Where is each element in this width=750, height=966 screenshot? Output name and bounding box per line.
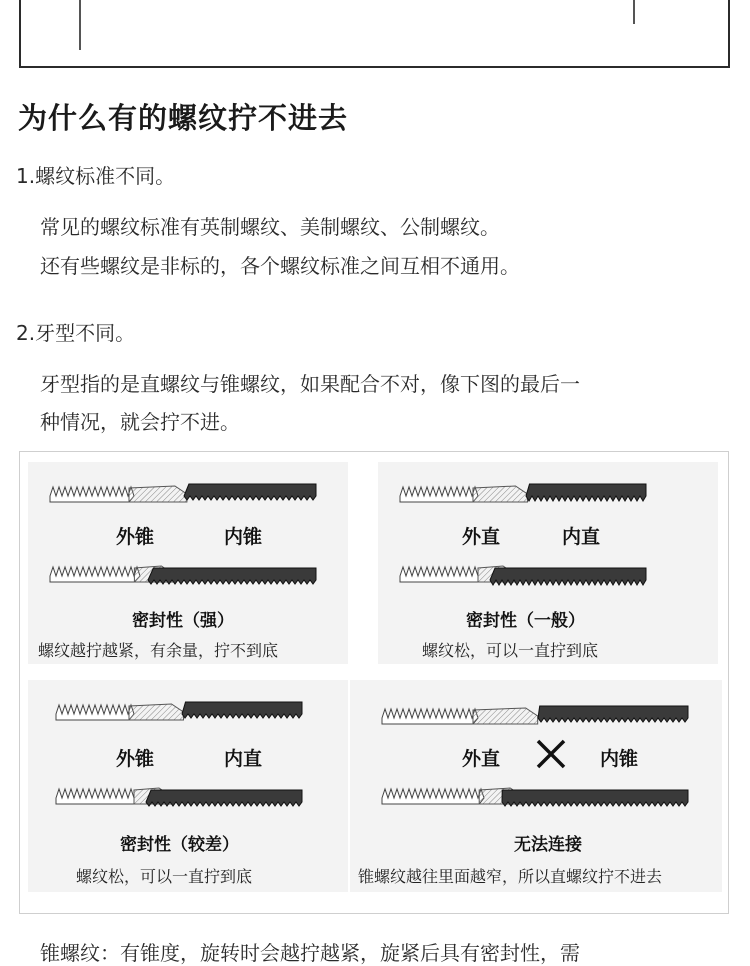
section2-line1: 牙型指的是直螺纹与锥螺纹，如果配合不对，像下图的最后一 — [40, 372, 580, 396]
thread-diagram-2a — [398, 480, 648, 506]
panel2-left-label: 外直 — [462, 526, 501, 548]
section1-line1: 常见的螺纹标准有英制螺纹、美制螺纹、公制螺纹。 — [40, 215, 500, 239]
panel4-note: 锥螺纹越往里面越窄，所以直螺纹拧不进去 — [358, 867, 663, 886]
section2-line2: 种情况，就会拧不进。 — [40, 410, 240, 434]
thread-diagram-4b — [380, 782, 690, 808]
panel4-caption: 无法连接 — [514, 835, 582, 855]
thread-diagram-1a — [48, 480, 318, 506]
top-image-frame — [19, 0, 730, 68]
thread-fit-figure — [19, 451, 729, 914]
panel3-note: 螺纹松，可以一直拧到底 — [76, 867, 253, 886]
panel2-caption: 密封性（一般） — [466, 611, 585, 631]
panel3-left-label: 外锥 — [116, 748, 155, 770]
section1-title: 1.螺纹标准不同。 — [16, 164, 176, 188]
section2-title: 2.牙型不同。 — [16, 321, 136, 345]
panel2-right-label: 内直 — [562, 526, 601, 548]
panel3-caption: 密封性（较差） — [120, 835, 239, 855]
x-mark-icon — [534, 737, 568, 771]
panel4-right-label: 内锥 — [600, 748, 639, 770]
panel1-right-label: 内锥 — [224, 526, 263, 548]
frame-right-line — [633, 0, 635, 24]
panel2-note: 螺纹松，可以一直拧到底 — [422, 641, 599, 660]
section1-line2: 还有些螺纹是非标的，各个螺纹标准之间互相不通用。 — [40, 254, 520, 278]
thread-diagram-3a — [54, 698, 304, 724]
thread-diagram-4a — [380, 702, 690, 728]
panel1-left-label: 外锥 — [116, 526, 155, 548]
thread-diagram-3b — [54, 782, 304, 808]
thread-diagram-1b — [48, 560, 318, 586]
panel1-caption: 密封性（强） — [132, 611, 234, 631]
page-heading: 为什么有的螺纹拧不进去 — [18, 101, 349, 135]
thread-diagram-2b — [398, 560, 648, 586]
panel3-right-label: 内直 — [224, 748, 263, 770]
bottom-text: 锥螺纹：有锥度，旋转时会越拧越紧，旋紧后具有密封性，需 — [40, 941, 580, 965]
panel4-left-label: 外直 — [462, 748, 501, 770]
panel1-note: 螺纹越拧越紧，有余量，拧不到底 — [38, 641, 279, 660]
frame-left-line — [79, 0, 81, 50]
